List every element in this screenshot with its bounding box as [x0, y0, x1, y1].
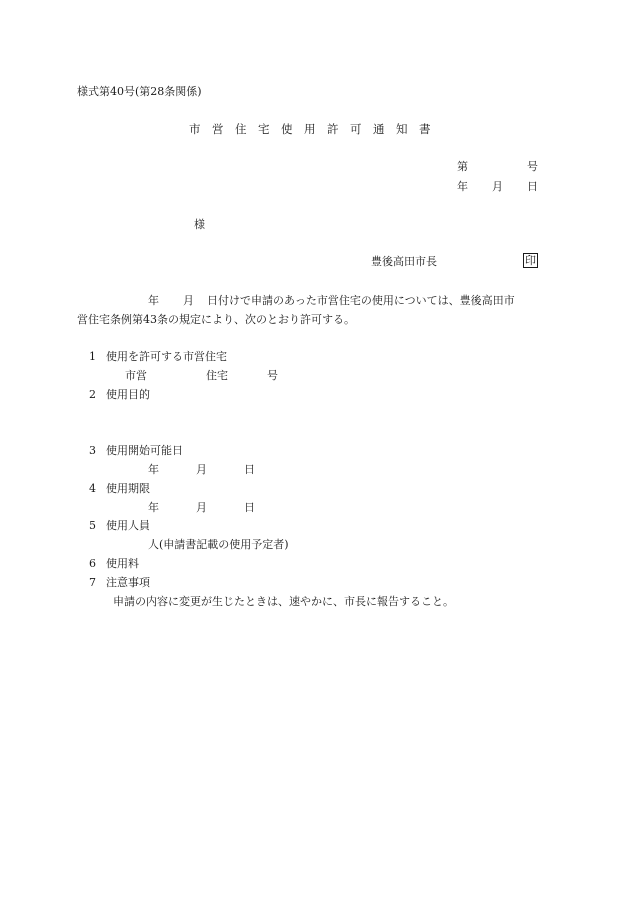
item-3-label: 使用開始可能日	[106, 444, 183, 457]
date-month: 月	[492, 180, 503, 193]
end-year: 年	[148, 501, 159, 514]
issuer-name: 豊後高田市長	[371, 255, 437, 268]
housing-number: 号	[267, 369, 278, 382]
item-5-number: 5	[89, 519, 96, 532]
addressee-suffix: 様	[194, 218, 205, 231]
item-1-label: 使用を許可する市営住宅	[106, 350, 227, 363]
item-2-label: 使用目的	[106, 388, 150, 401]
item-2-number: 2	[89, 388, 96, 401]
housing-name: 住宅	[206, 369, 228, 382]
item-5-label: 使用人員	[106, 519, 150, 532]
item-4-number: 4	[89, 482, 96, 495]
body-line1: 日付けで申請のあった市営住宅の使用については、豊後高田市	[207, 294, 515, 307]
item-7-label: 注意事項	[106, 576, 150, 589]
item-4-label: 使用期限	[106, 482, 150, 495]
item-7-number: 7	[89, 576, 96, 589]
start-month: 月	[196, 463, 207, 476]
seal-mark	[523, 253, 538, 268]
body-year: 年	[148, 294, 159, 307]
end-day: 日	[244, 501, 255, 514]
body-line2: 営住宅条例第43条の規定により、次のとおり許可する。	[77, 313, 355, 326]
notice-text: 申請の内容に変更が生じたときは、速やかに、市長に報告すること。	[113, 595, 454, 608]
housing-city: 市営	[125, 369, 147, 382]
doc-number-suffix: 号	[527, 160, 538, 173]
start-day: 日	[244, 463, 255, 476]
end-month: 月	[196, 501, 207, 514]
date-day: 日	[527, 180, 538, 193]
item-1-number: 1	[89, 350, 96, 363]
date-year: 年	[457, 180, 468, 193]
document-title: 市 営 住 宅 使 用 許 可 通 知 書	[189, 122, 431, 136]
form-number: 様式第40号(第28条関係)	[77, 85, 202, 98]
start-year: 年	[148, 463, 159, 476]
seal-text: 印	[525, 254, 536, 267]
item-6-label: 使用料	[106, 557, 139, 570]
body-month: 月	[183, 294, 194, 307]
item-6-number: 6	[89, 557, 96, 570]
doc-number-prefix: 第	[457, 160, 468, 173]
item-3-number: 3	[89, 444, 96, 457]
persons-text: 人(申請書記載の使用予定者)	[148, 538, 289, 551]
